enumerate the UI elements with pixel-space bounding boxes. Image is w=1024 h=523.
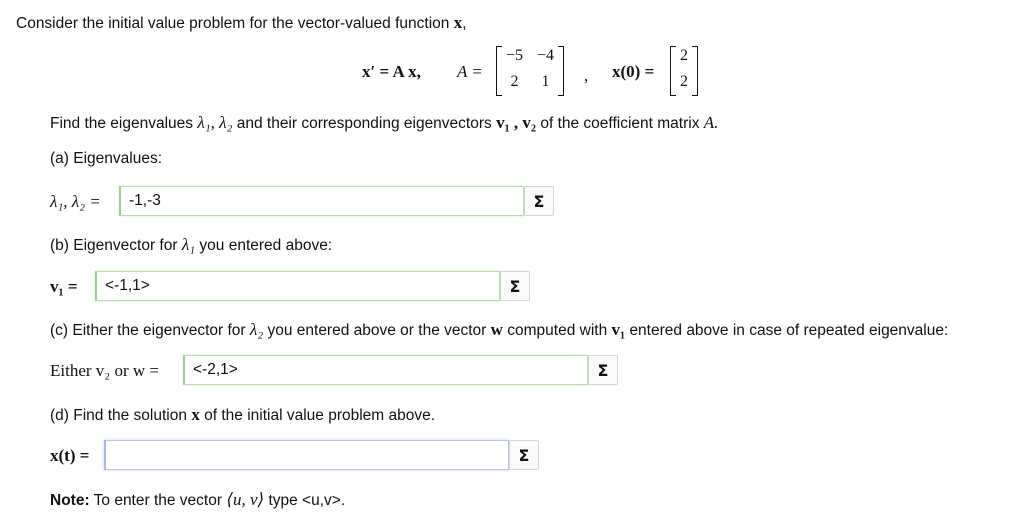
eigenvector-2-input[interactable]	[183, 355, 588, 385]
eigenvector-1-input[interactable]	[95, 271, 500, 301]
matrix-a-cell: −5	[506, 47, 524, 64]
matrix-a-label: A =	[457, 62, 483, 81]
part-d-sigma-button[interactable]: Σ	[509, 440, 539, 470]
intro-sentence: Consider the initial value problem for the vector-valued function	[16, 15, 450, 32]
part-c-title	[50, 320, 948, 340]
note-vector: ⟨u, v⟩	[226, 490, 265, 509]
ode-equation	[362, 62, 421, 82]
part-c-title-text: computed with	[507, 322, 608, 339]
matrix-a	[496, 46, 564, 96]
intro-end: ,	[462, 15, 467, 32]
find-text: of the coefficient matrix	[540, 115, 700, 132]
part-b-title-var: λ₁	[181, 235, 196, 254]
part-d-title-text: (d) Find the solution	[50, 407, 187, 424]
note-text: type <u,v>.	[268, 492, 346, 509]
part-c-sigma-button[interactable]: Σ	[588, 355, 618, 385]
part-d-title-text: of the initial value problem above.	[204, 407, 436, 424]
part-d-title-var: x	[191, 405, 200, 424]
part-c-title-text: you entered above or the vector	[267, 322, 487, 339]
part-b-title	[50, 235, 332, 255]
find-lambdas: λ₁, λ₂	[197, 113, 233, 132]
part-c-title-v: v₁	[611, 320, 626, 339]
eigenvalues-input[interactable]	[119, 186, 524, 216]
solution-input[interactable]	[104, 440, 509, 470]
part-d-title	[50, 405, 435, 425]
equation-separator: ,	[584, 66, 589, 85]
initial-vector	[670, 46, 698, 96]
ode-lhs: x′ = A x,	[362, 62, 421, 81]
initial-vector-cell: 2	[680, 72, 688, 90]
matrix-a-cell: 1	[541, 72, 550, 90]
matrix-a-right-bracket	[558, 46, 564, 96]
x0-label: x(0) =	[612, 62, 655, 81]
find-matrix-var: A.	[703, 113, 719, 132]
part-c-title-text: entered above in case of repeated eigenvalue:	[629, 322, 949, 339]
matrix-a-cell: 2	[510, 72, 519, 90]
matrix-a-cells	[502, 46, 558, 96]
initial-vector-cells	[676, 46, 692, 96]
find-vectors: v₁ , v₂	[496, 113, 537, 132]
part-c-title-text: (c) Either the eigenvector for	[50, 322, 246, 339]
part-a-title: (a) Eigenvalues:	[50, 150, 163, 167]
find-text: Find the eigenvalues	[50, 115, 194, 132]
note	[50, 490, 345, 510]
initial-vector-cell: 2	[680, 47, 688, 64]
matrix-a-cell: −4	[537, 47, 555, 64]
part-c-label: Either v₂ or w =	[50, 361, 159, 380]
initial-condition-label	[612, 62, 654, 82]
part-b-title-text: you entered above:	[199, 237, 333, 254]
part-c-title-var: λ₂	[249, 320, 264, 339]
part-a-sigma-button[interactable]: Σ	[524, 186, 554, 216]
initial-vector-right-bracket	[692, 46, 698, 96]
intro-text	[16, 13, 467, 33]
note-label: Note:	[50, 492, 90, 509]
intro-variable: x	[453, 13, 463, 32]
part-c-title-w: w	[490, 320, 503, 339]
part-b-sigma-button[interactable]: Σ	[500, 271, 530, 301]
part-b-title-text: (b) Eigenvector for	[50, 237, 178, 254]
part-a-label: λ₁, λ₂ =	[50, 192, 101, 211]
find-instruction	[50, 113, 718, 133]
part-b-label: v₁ =	[50, 277, 78, 296]
note-text: To enter the vector	[93, 492, 223, 509]
part-d-label: x(t) =	[50, 446, 90, 465]
find-text: and their corresponding eigenvectors	[236, 115, 492, 132]
